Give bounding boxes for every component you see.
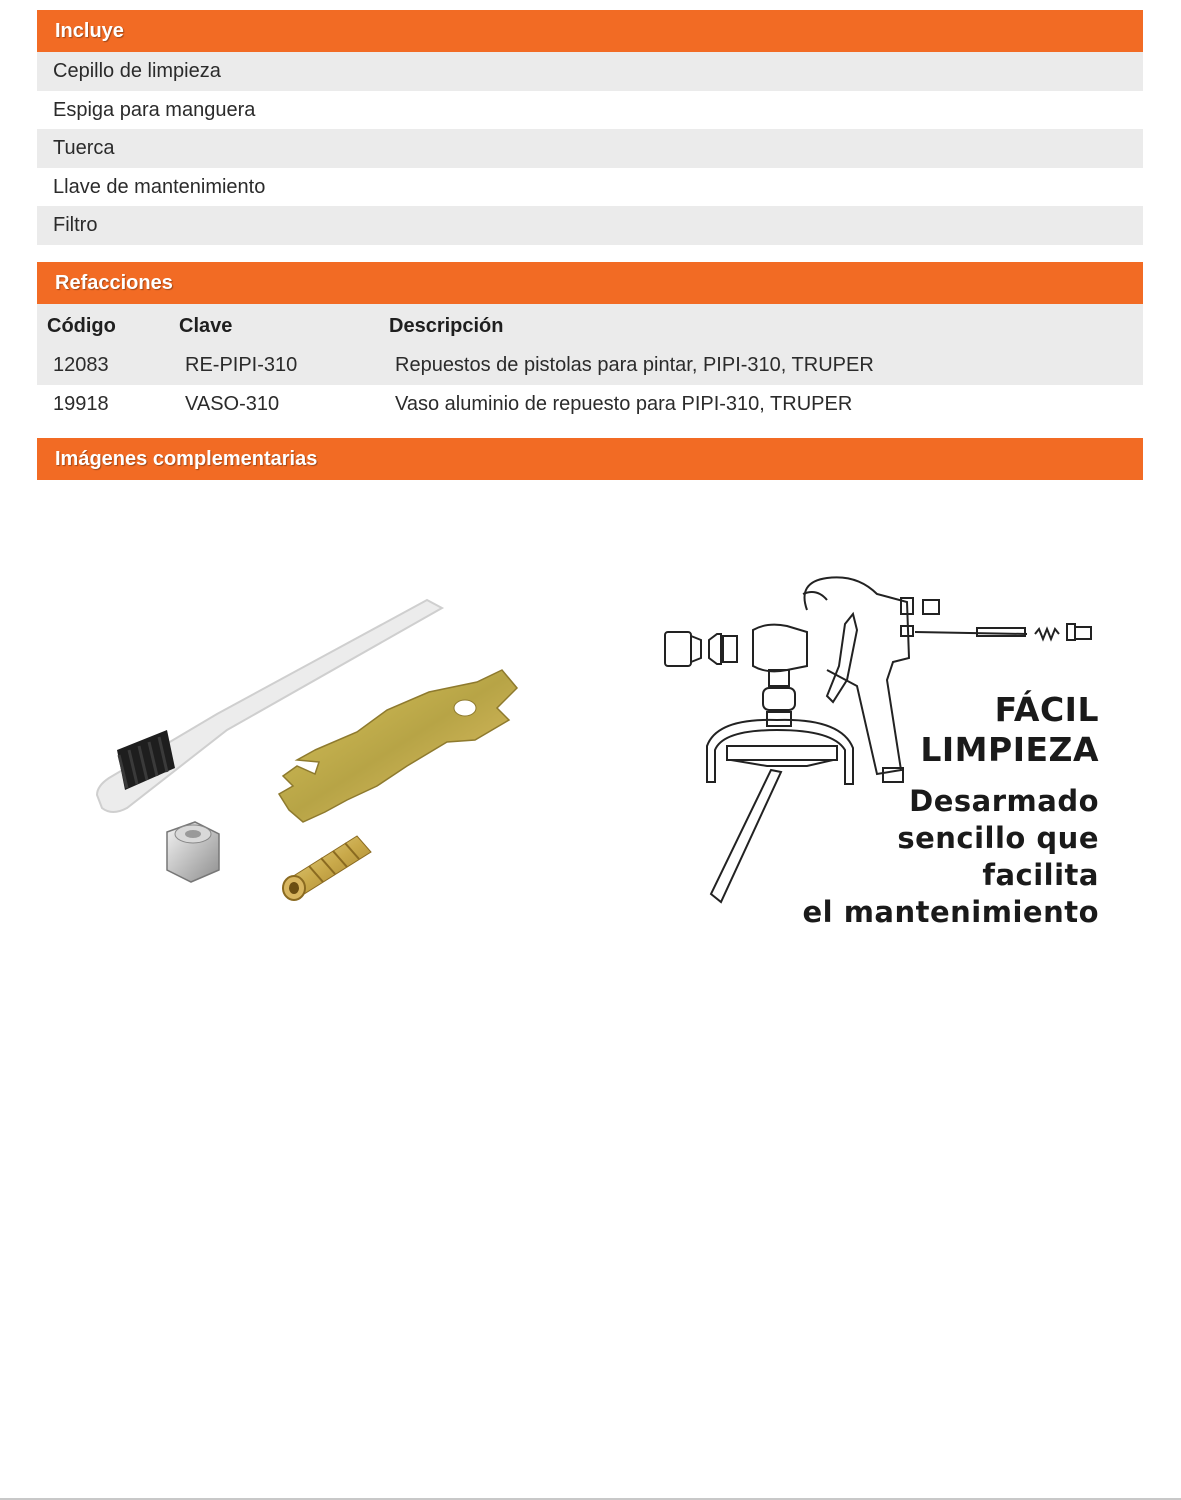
include-item-label: Llave de mantenimiento [53,176,266,198]
include-item-label: Filtro [53,214,98,236]
accessories-photo [57,590,537,910]
nut [167,822,219,882]
complementary-images [37,490,1143,930]
promo-subtitle-line: Desarmado [909,784,1099,818]
part-code: 12083 [53,354,109,376]
part-description: Repuestos de pistolas para pintar, PIPI-310, TRUPER [395,354,874,376]
part-key: RE-PIPI-310 [185,354,298,376]
include-item-label: Tuerca [53,137,115,159]
col-description-header: Descripción [389,315,504,337]
table-row [37,385,1143,424]
part-description: Vaso aluminio de repuesto para PIPI-310, TRUPER [395,393,853,415]
images-header: Imágenes complementarias [37,438,1143,480]
promo-subtitle-line: el mantenimiento [802,895,1099,929]
parts-header: Refacciones [37,262,1143,304]
promo-subtitle-line: sencillo que facilita [897,821,1099,892]
include-item [37,206,1143,245]
include-item [37,91,1143,130]
include-item [37,168,1143,207]
promo-title-line: LIMPIEZA [920,730,1099,769]
parts-table-header [37,304,1143,346]
promo-subtitle [779,783,1099,931]
cleaning-brush [97,600,442,812]
hose-fitting [283,836,371,900]
promo-title [779,690,1099,770]
include-item-label: Espiga para manguera [53,99,256,121]
col-key-header: Clave [179,315,233,337]
table-row [37,346,1143,385]
include-item [37,52,1143,91]
part-key: VASO-310 [185,393,280,415]
include-item-label: Cepillo de limpieza [53,60,221,82]
part-code: 19918 [53,393,109,415]
include-item [37,129,1143,168]
includes-header: Incluye [37,10,1143,52]
promo-title-line: FÁCIL [994,690,1099,729]
maintenance-wrench [279,670,517,822]
col-code-header: Código [47,315,116,337]
